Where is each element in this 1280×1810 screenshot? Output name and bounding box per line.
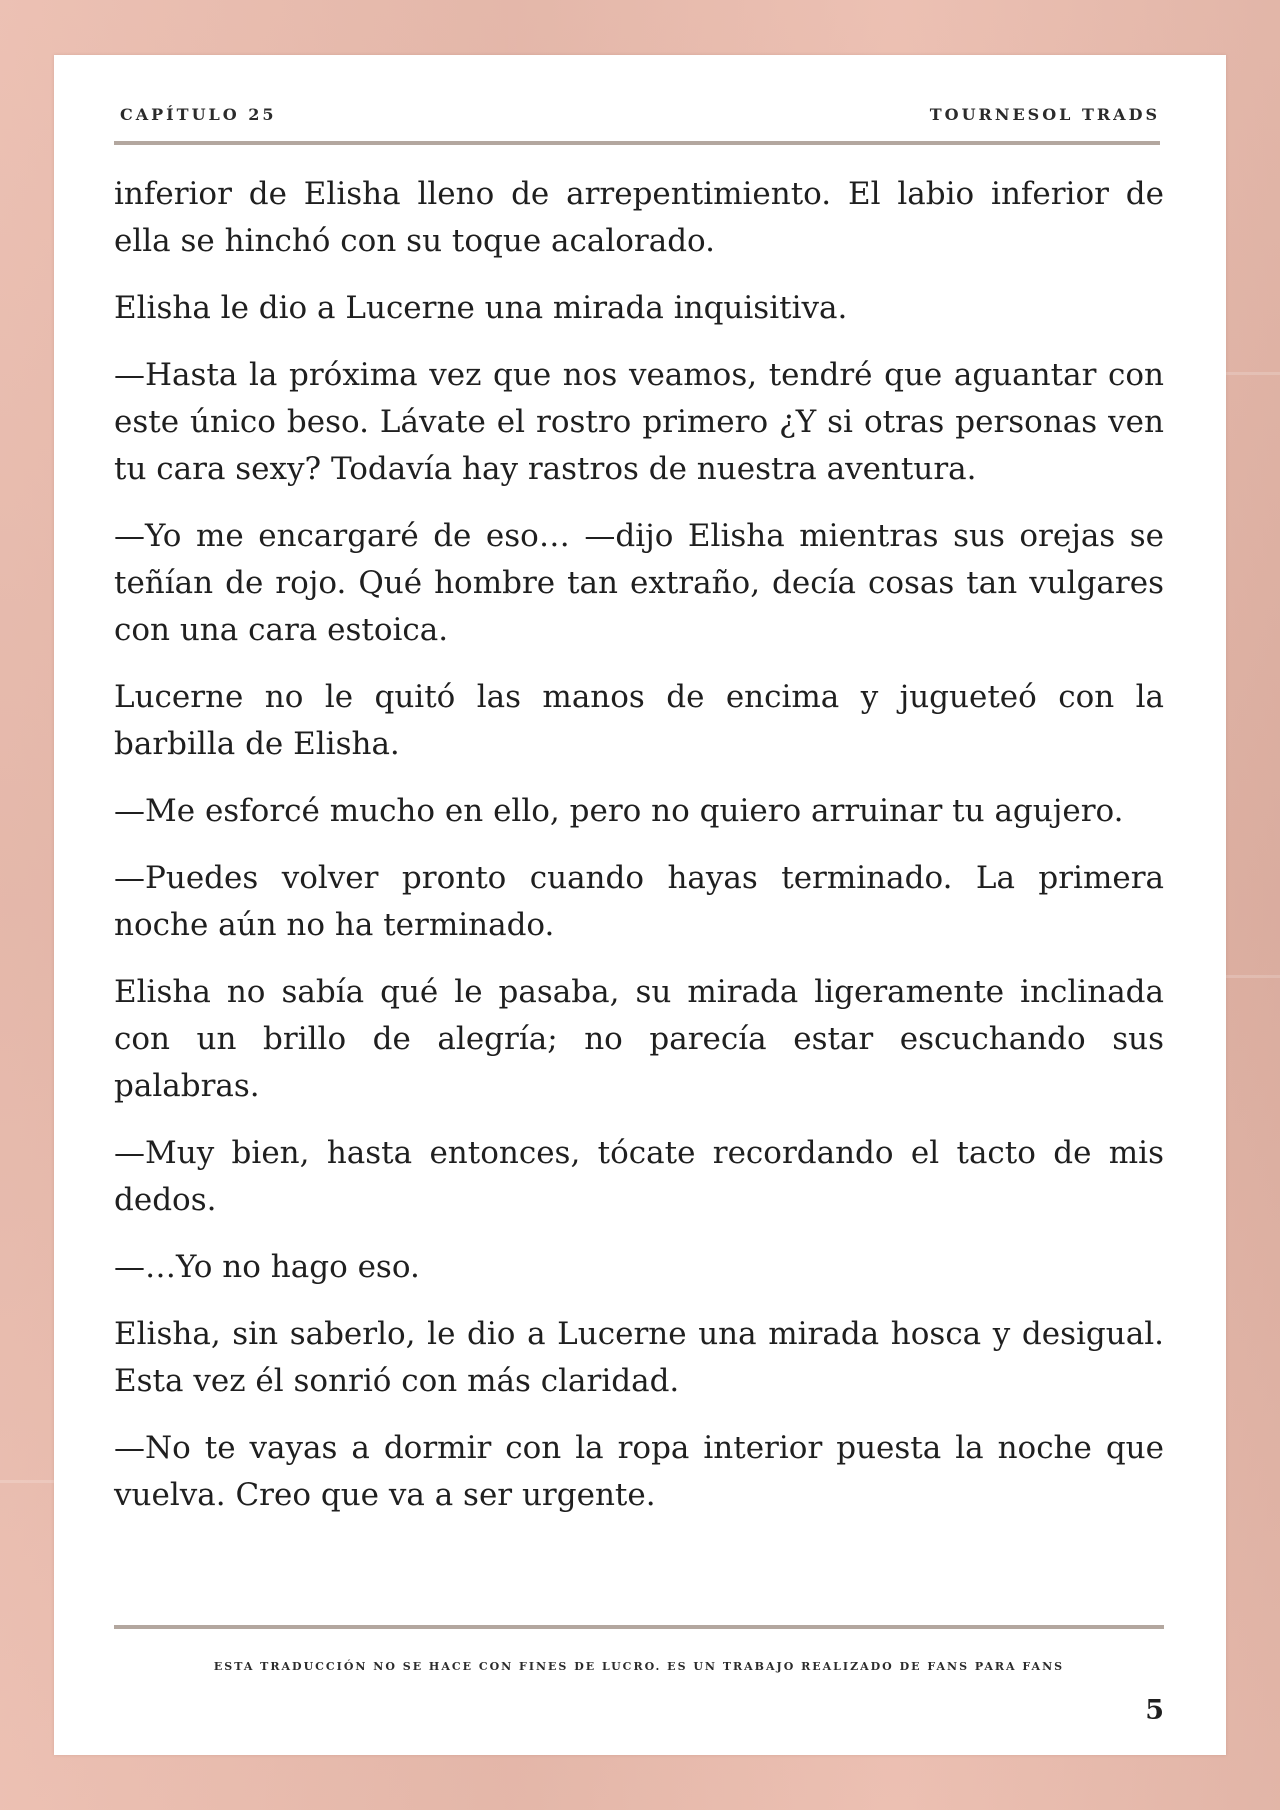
- paragraph: —Muy bien, hasta entonces, tócate recordando el tacto de mis dedos.: [114, 1135, 1164, 1218]
- chapter-title: CAPÍTULO 25: [120, 105, 277, 124]
- paragraph: Elisha, sin saberlo, le dio a Lucerne una mirada hosca y desigual. Esta vez él sonrió con más claridad.: [114, 1316, 1164, 1399]
- translation-group-name: TOURNESOL TRADS: [929, 105, 1160, 124]
- paragraph: —Yo me encargaré de eso… —dijo Elisha mientras sus orejas se teñían de rojo. Qué hombre tan extraño, decía cosas tan vulgares con una cara estoica.: [114, 518, 1164, 648]
- footer-divider: [114, 1625, 1164, 1629]
- header-divider: [114, 141, 1160, 145]
- paragraph: Elisha no sabía qué le pasaba, su mirada ligeramente inclinada con un brillo de alegría; no parecía estar escuchando sus palabras.: [114, 974, 1164, 1104]
- page-body: [114, 171, 1164, 1539]
- paragraph: —Hasta la próxima vez que nos veamos, tendré que aguantar con este único beso. Lávate el rostro primero ¿Y si otras personas ven tu cara sexy? Todavía hay rastros de nuestra aventura.: [114, 357, 1164, 487]
- page-header: [120, 105, 1160, 135]
- paragraph: —Puedes volver pronto cuando hayas terminado. La primera noche aún no ha terminado.: [114, 860, 1164, 943]
- page-number: 5: [1145, 1695, 1164, 1726]
- paragraph: Lucerne no le quitó las manos de encima y jugueteó con la barbilla de Elisha.: [114, 679, 1164, 762]
- paragraph: —Me esforcé mucho en ello, pero no quiero arruinar tu agujero.: [114, 793, 1124, 829]
- paragraph: inferior de Elisha lleno de arrepentimiento. El labio inferior de ella se hinchó con su toque acalorado.: [114, 176, 1164, 259]
- footer-disclaimer: ESTA TRADUCCIÓN NO SE HACE CON FINES DE LUCRO. ES UN TRABAJO REALIZADO DE FANS PARA FANS: [213, 1660, 1065, 1673]
- paragraph: —…Yo no hago eso.: [114, 1249, 420, 1285]
- document-page: [54, 55, 1226, 1755]
- background-crease: [1226, 975, 1280, 978]
- paragraph: Elisha le dio a Lucerne una mirada inquisitiva.: [114, 290, 848, 326]
- background-crease: [0, 1480, 54, 1483]
- paragraph: —No te vayas a dormir con la ropa interior puesta la noche que vuelva. Creo que va a ser urgente.: [114, 1430, 1164, 1513]
- background-crease: [1226, 372, 1280, 375]
